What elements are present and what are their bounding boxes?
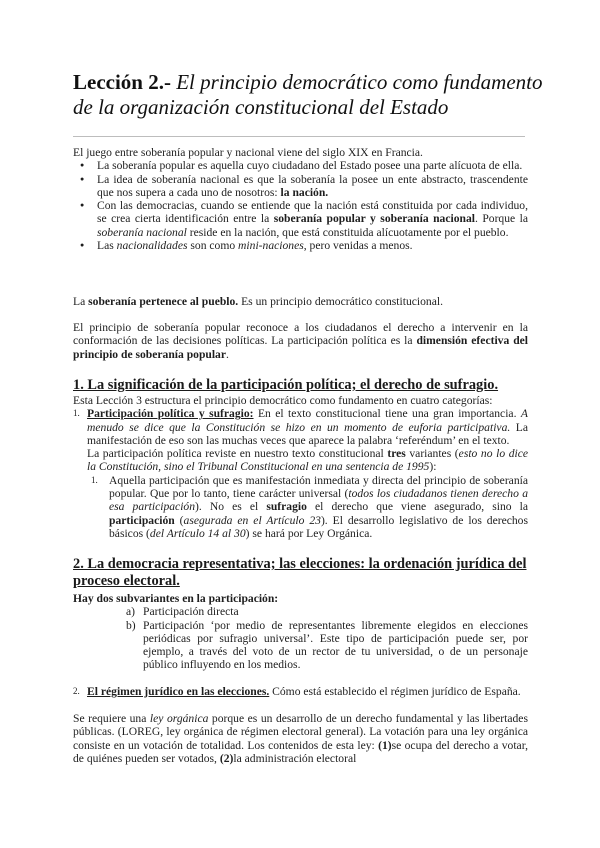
list-item: 1. Aquella participación que es manifestación inmediata y directa del principio de soberanía popular. Que por lo tanto, tiene carácter universal (todos los ciudadanos tienen derecho a esa participación). No es el sufragio el derecho que viene asegurado, sino la participación (asegurada en el Artículo 23). El desarrollo legislativo de los derechos básicos (del Artículo 14 al 30) se hará por Ley Orgánica. — [91, 473, 528, 540]
section-2-body — [73, 592, 528, 672]
list-item: ● Con las democracias, cuando se entiende que la nación está constituida por cada individuo, se crea cierta identificación entre la soberanía popular y soberanía nacional. Porque la soberanía nacional reside en la nación, que está constituida alícuotamente por el pueblo. — [73, 199, 528, 239]
principle-paragraph: El principio de soberanía popular reconoce a los ciudadanos el derecho a intervenir en la conformación de las decisiones políticas. La participación política es la dimensión efectiva del principio de soberanía popular. — [73, 321, 529, 361]
list-item: 2. El régimen jurídico en las elecciones. Cómo está establecido el régimen jurídico de España. — [73, 685, 521, 698]
intro-section — [73, 146, 528, 252]
title-divider — [73, 136, 525, 137]
list-item: b) Participación ‘por medio de representantes libremente elegidos en elecciones periódicas por sufragio universal’. Este tipo de participación puede ser, por ejemplo, a través del voto de un rector de tu universidad, o de un personaje público influyendo en los medios. — [126, 618, 528, 672]
section-1-body — [73, 394, 528, 540]
item-number: 1. — [91, 474, 98, 485]
section-2-heading: 2. La democracia representativa; las elecciones: la ordenación jurídica del proceso electoral. — [73, 556, 527, 589]
intro-lead: El juego entre soberanía popular y nacional viene del siglo XIX en Francia. — [73, 146, 423, 159]
intro-bullet-list — [73, 159, 528, 252]
list-item: ● La soberanía popular es aquella cuyo ciudadano del Estado posee una parte alícuota de ella. — [73, 159, 528, 172]
list-item: 1. Participación política y sufragio: En el texto constitucional tiene una gran importancia. A menudo se dice que la Constitución se hizo en un momento de euforia participativa. La manifestación de eso son las muchas veces que aparece la palabra ‘referéndum’ en el texto. — [73, 407, 528, 447]
lesson-number: Lección 2.- — [73, 70, 171, 94]
item-label: El régimen jurídico en las elecciones. — [87, 685, 270, 698]
lesson-title: El principio democrático como fundamento de la organización constitucional del Estado — [73, 70, 543, 119]
section-1-heading: 1. La significación de la participación política; el derecho de sufragio. — [73, 377, 499, 393]
subvariants-title: Hay dos subvariantes en la participación: — [73, 592, 279, 605]
item-label: Participación política y sufragio: — [87, 407, 254, 421]
list-item: ● Las nacionalidades son como mini-naciones, pero venidas a menos. — [73, 239, 528, 252]
organic-law-paragraph: Se requiere una ley orgánica porque es un desarrollo de un derecho fundamental y las libertades públicas. (LOREG, ley orgánica de régimen electoral general). La votación para una ley orgánica consiste en un votación de totalidad. Los contenidos de esta ley: (1)se ocupa del derecho a votar, de quiénes pueden ser votados, (2)la administración electoral — [73, 712, 528, 765]
list-item: ● La idea de soberanía nacional es que la soberanía la posee un ente abstracto, trascendente que nos supera a cada uno de nosotros: la nación. — [73, 173, 528, 200]
section-2-item — [73, 685, 528, 698]
variants-paragraph: La participación política reviste en nuestro texto constitucional tres variantes (esto no lo dice la Constitución, sino el Tribunal Constitucional en una sentencia de 1995): — [87, 447, 528, 474]
item-number: 1. — [73, 408, 80, 419]
section-1-lead: Esta Lección 3 estructura el principio democrático como fundamento en cuatro categorías: — [73, 394, 493, 407]
page-title — [73, 70, 543, 120]
sovereignty-paragraph: La soberanía pertenece al pueblo. Es un principio democrático constitucional. — [73, 295, 443, 308]
list-item: a) Participación directa — [126, 605, 239, 619]
